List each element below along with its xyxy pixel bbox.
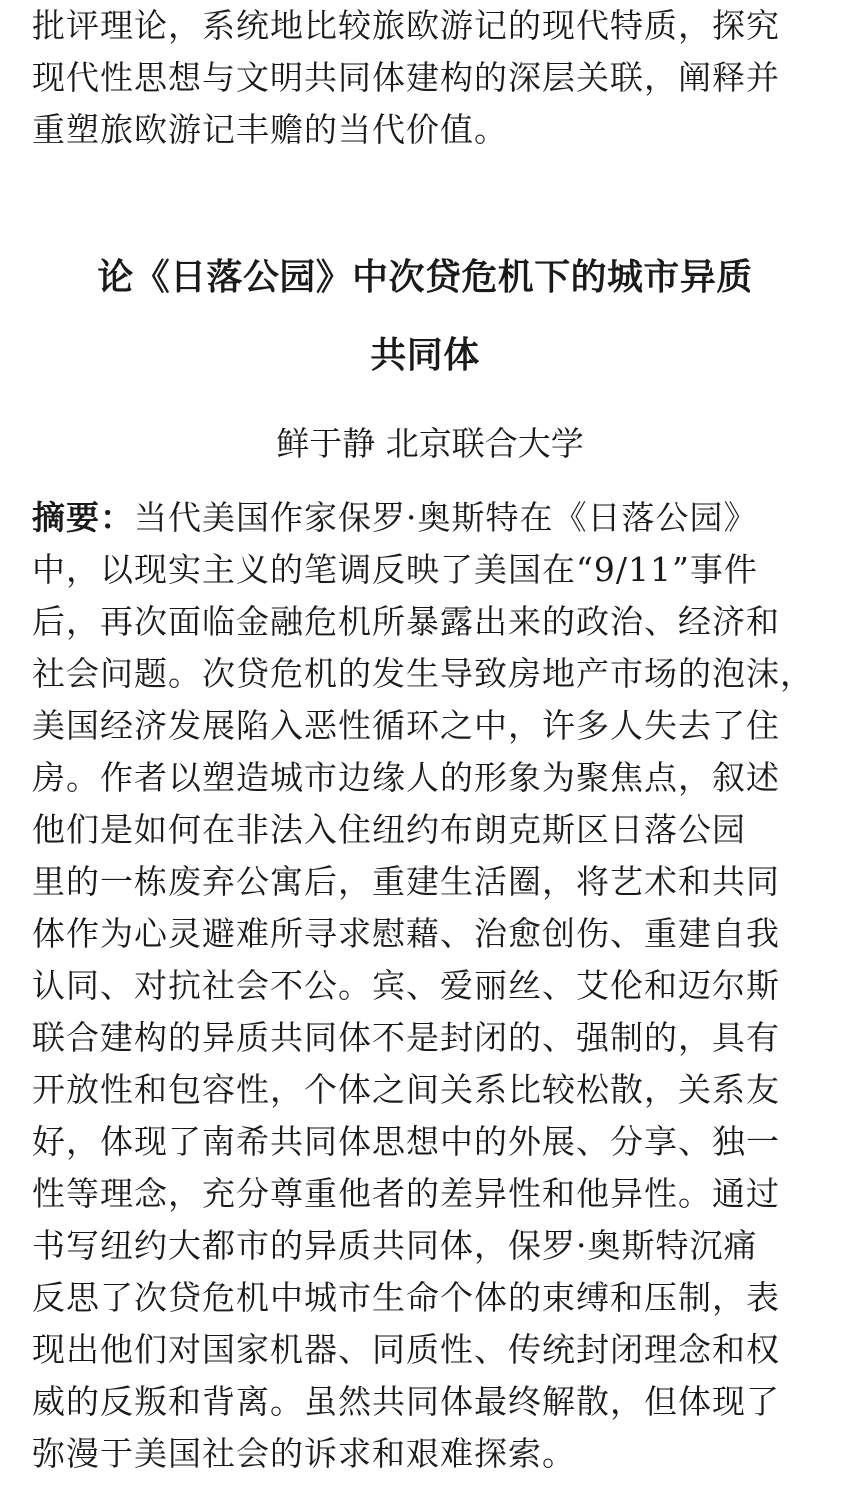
abstract-label: 摘要：: [32, 498, 134, 537]
intro-line: 重塑旅欧游记丰赡的当代价值。: [32, 110, 508, 149]
abstract-line: 中，以现实主义的笔调反映了美国在“9/11”事件: [32, 550, 758, 589]
abstract-line: 体作为心灵避难所寻求慰藉、治愈创伤、重建自我: [32, 914, 780, 953]
abstract-line: 认同、对抗社会不公。宾、爱丽丝、艾伦和迈尔斯: [32, 966, 780, 1005]
abstract-line: 里的一栋废弃公寓后，重建生活圈，将艺术和共同: [32, 862, 780, 901]
title-line: 论《日落公园》中次贷危机下的城市异质: [97, 257, 753, 298]
abstract-first-line: 当代美国作家保罗·奥斯特在《日落公园》: [134, 498, 758, 537]
title-line: 共同体: [370, 335, 480, 376]
abstract-line: 美国经济发展陷入恶性循环之中，许多人失去了住: [32, 706, 780, 745]
abstract-line: 书写纽约大都市的异质共同体，保罗·奥斯特沉痛: [32, 1226, 758, 1265]
abstract-line: 房。作者以塑造城市边缘人的形象为聚焦点，叙述: [32, 758, 780, 797]
abstract-line: 反思了次贷危机中城市生命个体的束缚和压制，表: [32, 1278, 780, 1317]
author-affiliation: 鲜于静 北京联合大学: [276, 424, 584, 463]
abstract-line: 后，再次面临金融危机所暴露出来的政治、经济和: [32, 602, 780, 641]
abstract-line: 现出他们对国家机器、同质性、传统封闭理念和权: [32, 1330, 780, 1369]
abstract-line: 弥漫于美国社会的诉求和艰难探索。: [32, 1434, 576, 1473]
abstract-line: 开放性和包容性，个体之间关系比较松散，关系友: [32, 1070, 780, 1109]
abstract-line: 联合建构的异质共同体不是封闭的、强制的，具有: [32, 1018, 780, 1057]
abstract-line: 性等理念，充分尊重他者的差异性和他异性。通过: [32, 1174, 780, 1213]
abstract-line: 好，体现了南希共同体思想中的外展、分享、独一: [32, 1122, 780, 1161]
abstract-line: 社会问题。次贷危机的发生导致房地产市场的泡沫，: [32, 654, 814, 693]
intro-line: 批评理论，系统地比较旅欧游记的现代特质，探究: [32, 6, 780, 45]
abstract-line: 威的反叛和背离。虽然共同体最终解散，但体现了: [32, 1382, 780, 1421]
intro-line: 现代性思想与文明共同体建构的深层关联，阐释并: [32, 58, 780, 97]
abstract-line: [32, 492, 758, 544]
abstract-line: 他们是如何在非法入住纽约布朗克斯区日落公园: [32, 810, 746, 849]
